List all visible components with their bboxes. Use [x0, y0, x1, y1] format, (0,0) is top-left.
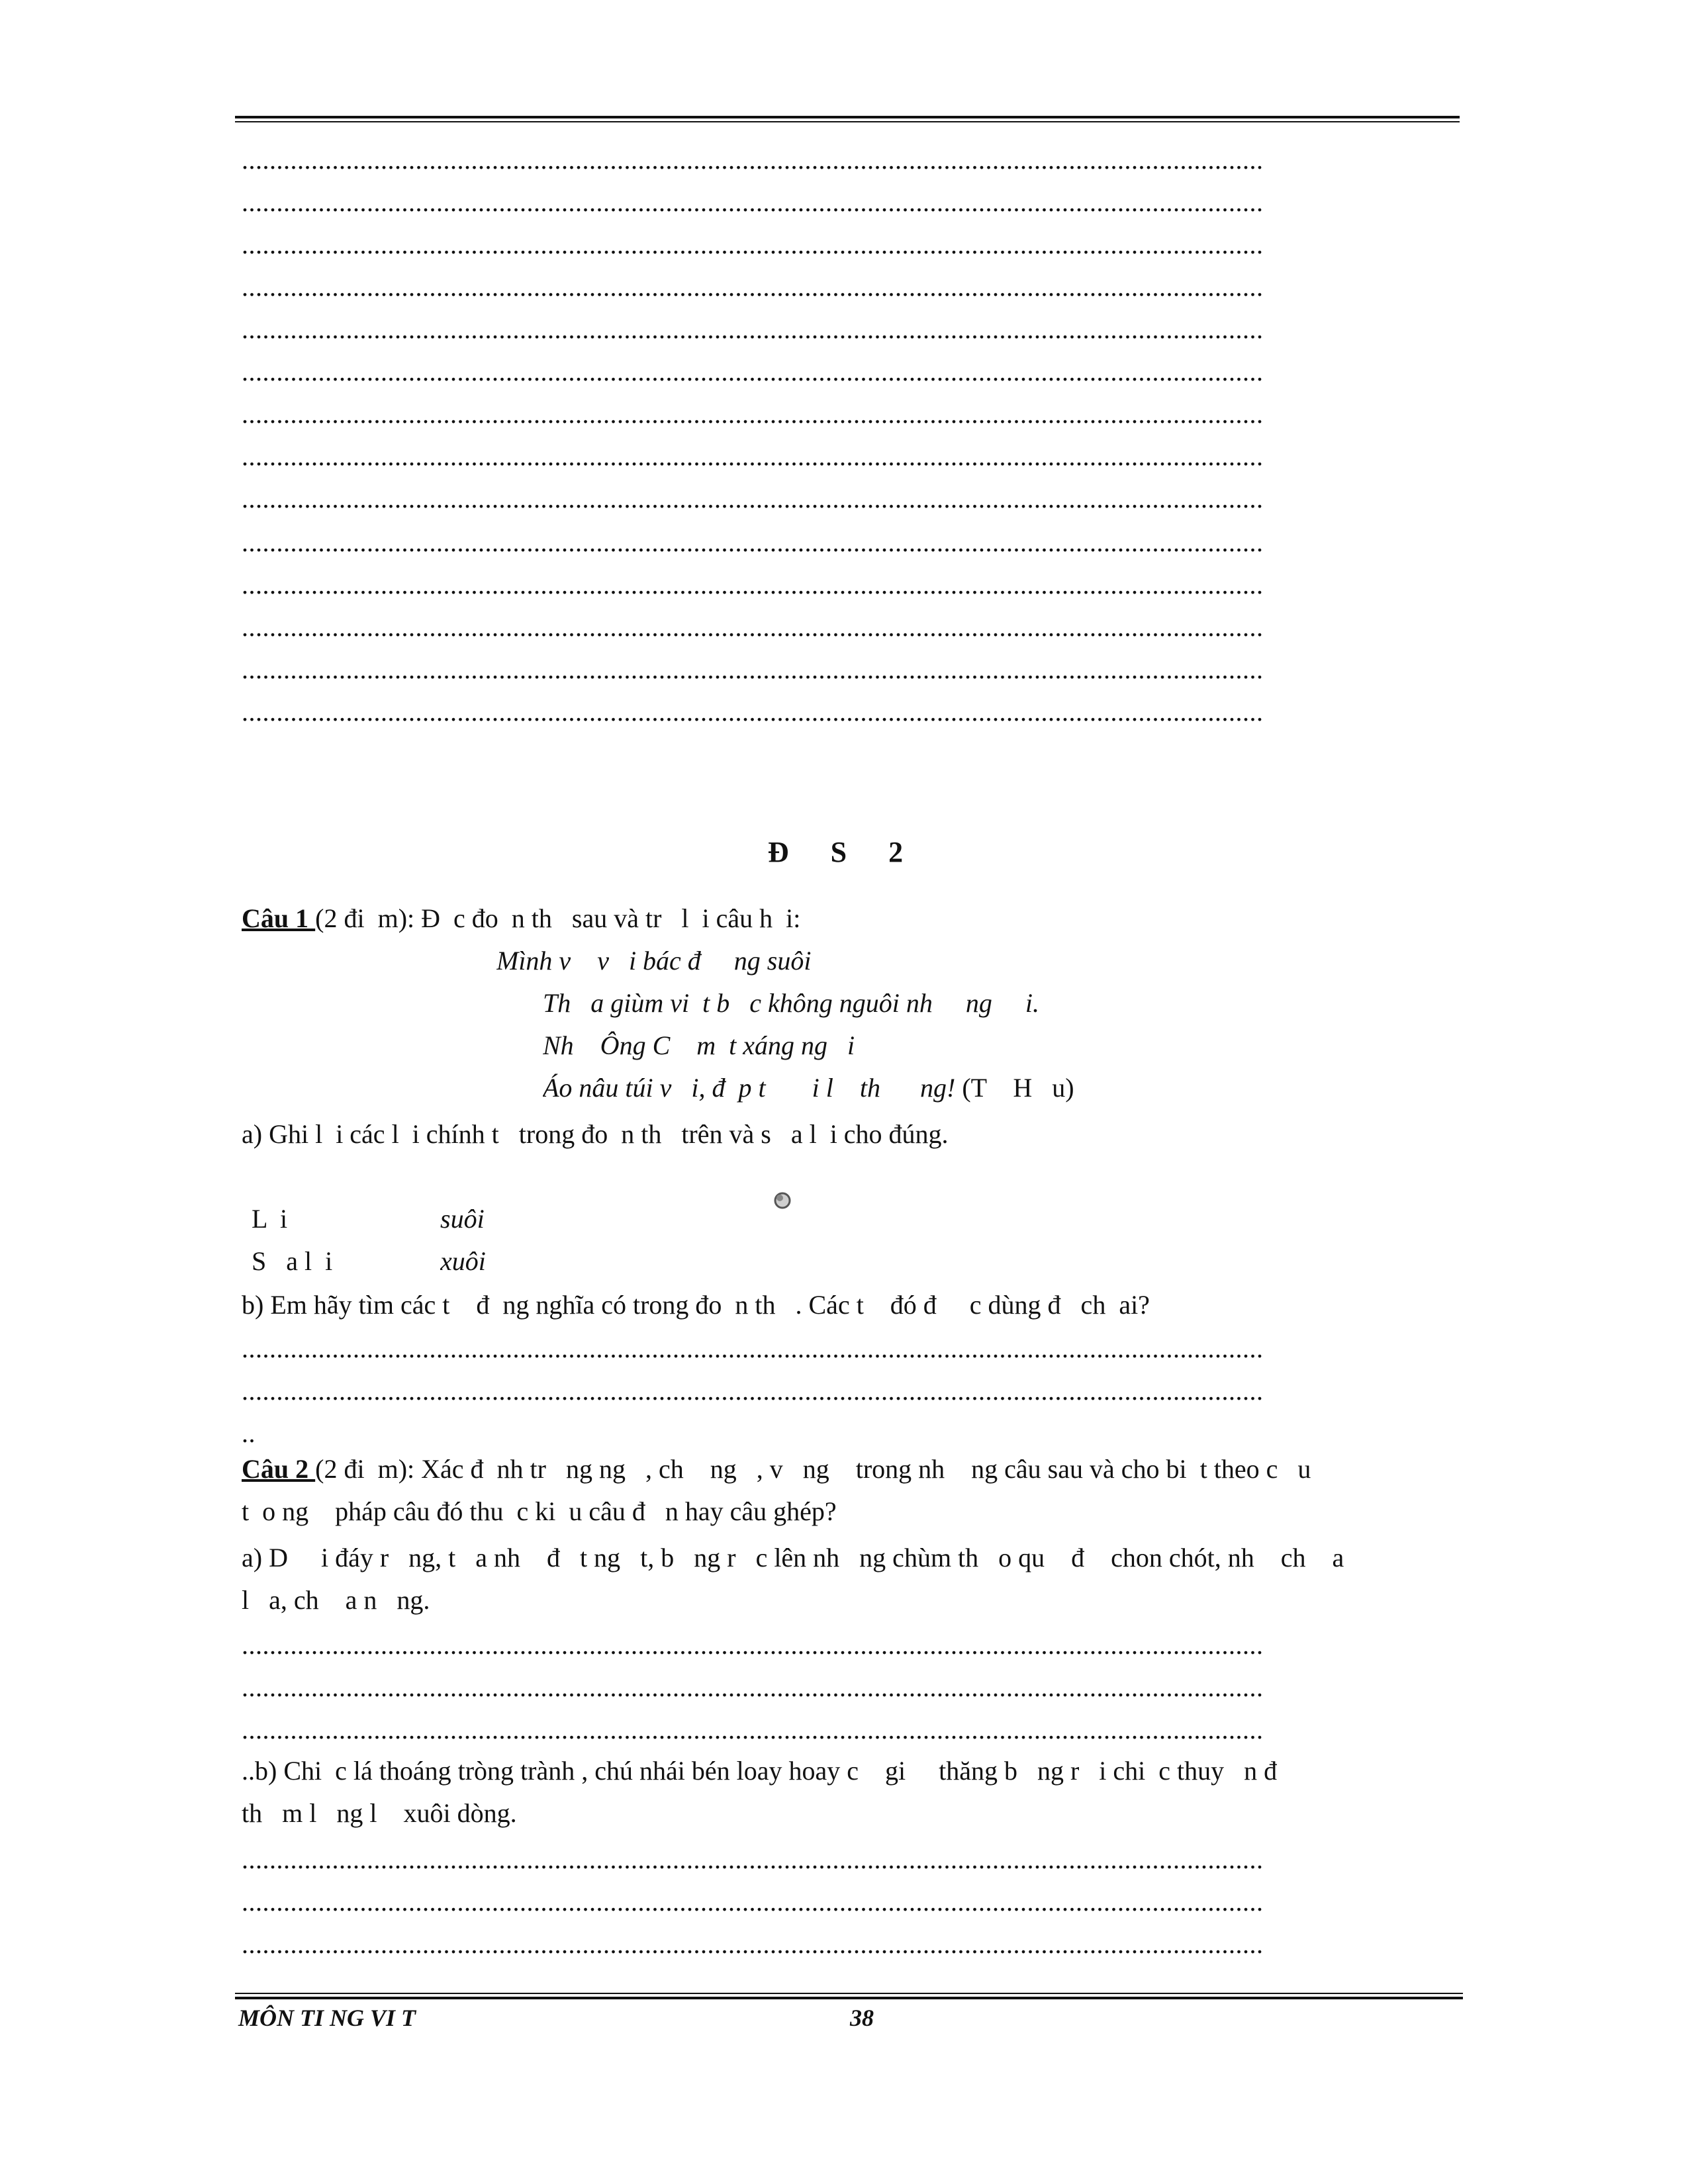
answer-line: ................................................................................................................................................... — [242, 187, 1264, 217]
answer-line: ................................................................................................................................................... — [242, 655, 1264, 684]
error-value: suôi — [440, 1204, 485, 1234]
error-label: L i — [252, 1204, 288, 1234]
answer-line: ................................................................................................................................................... — [242, 1630, 1264, 1660]
answer-line: .. — [242, 1418, 256, 1448]
answer-line: ................................................................................................................................................... — [242, 230, 1264, 259]
answer-line: ................................................................................................................................................... — [242, 399, 1264, 429]
question-1a: a) Ghi l i các l i chính t trong đo n th trên và s a l i cho đúng. — [242, 1119, 949, 1149]
answer-line: ................................................................................................................................................... — [242, 484, 1264, 514]
footer-rule — [235, 1997, 1463, 1999]
answer-line: ................................................................................................................................................... — [242, 441, 1264, 471]
question-1-text: (2 đi m): Đ c đo n th sau và tr l i câu h i: — [315, 903, 801, 933]
poem-line-3: Nh Ông C m t xáng ng i — [543, 1030, 855, 1060]
poem-line-2: Th a giùm vi t b c không nguôi nh ng i. — [543, 988, 1039, 1018]
question-1b: b) Em hãy tìm các t đ ng nghĩa có trong đo n th . Các t đó đ c dùng đ ch ai? — [242, 1290, 1150, 1320]
answer-line: ................................................................................................................................................... — [242, 272, 1264, 302]
question-2b-cont: th m l ng l xuôi dòng. — [242, 1798, 517, 1828]
question-2b: ..b) Chi c lá thoáng tròng trành , chú nhái bén loay hoay c gi thăng b ng r i chi c thuy n đ — [242, 1756, 1278, 1786]
answer-line: ................................................................................................................................................... — [242, 145, 1264, 175]
poem-line-4 — [543, 1072, 1403, 1104]
answer-line: ................................................................................................................................................... — [242, 1672, 1264, 1702]
poem-line-1: Mình v v i bác đ ng suôi — [496, 946, 812, 976]
footer-subject: MÔN TI NG VI T — [238, 2005, 416, 2031]
question-2 — [242, 1453, 1420, 1485]
question-2a: a) D i đáy r ng, t a nh đ t ng t, b ng r c lên nh ng chùm th o qu đ chon chót, nh ch a — [242, 1543, 1344, 1572]
answer-line: ................................................................................................................................................... — [242, 1715, 1264, 1745]
answer-line: ................................................................................................................................................... — [242, 1929, 1264, 1959]
footer-rule-thin — [235, 1993, 1463, 1994]
answer-line: ................................................................................................................................................... — [242, 1844, 1264, 1874]
question-2a-cont: l a, ch a n ng. — [242, 1585, 430, 1615]
answer-line: ................................................................................................................................................... — [242, 612, 1264, 642]
section-heading: Đ S 2 — [767, 836, 921, 868]
correction-value: xuôi — [440, 1246, 486, 1276]
header-rule — [235, 116, 1460, 118]
answer-line: ................................................................................................................................................... — [242, 1376, 1264, 1406]
answer-line: ................................................................................................................................................... — [242, 357, 1264, 387]
answer-line: ................................................................................................................................................... — [242, 1334, 1264, 1363]
correction-label: S a l i — [252, 1246, 333, 1276]
cursor-icon — [771, 1189, 794, 1212]
answer-line: ................................................................................................................................................... — [242, 314, 1264, 344]
header-rule-thin — [235, 121, 1460, 122]
answer-line: ................................................................................................................................................... — [242, 527, 1264, 557]
question-1-label: Câu 1 — [242, 903, 316, 933]
poem-author: (T H u) — [955, 1073, 1074, 1103]
question-2-text: (2 đi m): Xác đ nh tr ng ng , ch ng , v ng trong nh ng câu sau và cho bi t theo c u — [315, 1454, 1311, 1484]
answer-line: ................................................................................................................................................... — [242, 1887, 1264, 1917]
answer-line: ................................................................................................................................................... — [242, 697, 1264, 727]
answer-line: ................................................................................................................................................... — [242, 570, 1264, 600]
question-2-label: Câu 2 — [242, 1454, 316, 1484]
question-2-cont: t o ng pháp câu đó thu c ki u câu đ n hay câu ghép? — [242, 1496, 837, 1526]
question-1 — [242, 903, 1420, 934]
poem-line-4-text: Áo nâu túi v i, đ p t i l th ng! — [543, 1073, 956, 1103]
page-number: 38 — [850, 2005, 874, 2031]
